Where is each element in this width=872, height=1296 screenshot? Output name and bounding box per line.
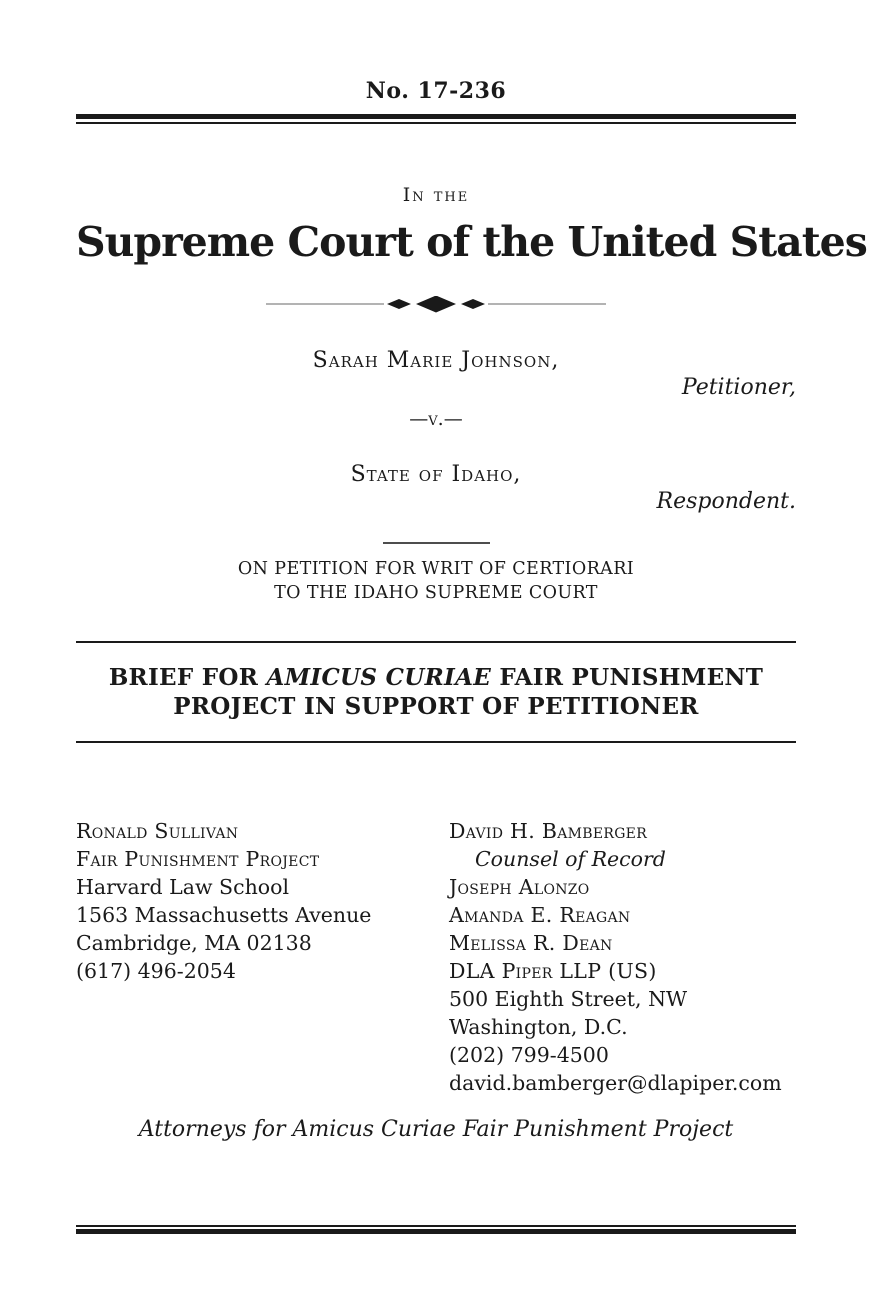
- diamond-icon: [387, 299, 411, 309]
- counsel-line: 500 Eighth Street, NW: [449, 987, 688, 1011]
- bottom-double-rule: [76, 1225, 796, 1234]
- counsel-line: Fair Punishment Project: [76, 847, 320, 871]
- petition-line-2: TO THE IDAHO SUPREME COURT: [274, 583, 598, 603]
- brief-title-line-2: PROJECT IN SUPPORT OF PETITIONER: [173, 693, 699, 720]
- bottom-rule-thick: [76, 1229, 796, 1234]
- bottom-rule-thin: [76, 1225, 796, 1227]
- petitioner-label: Petitioner,: [681, 375, 796, 400]
- petition-line-1: ON PETITION FOR WRIT OF CERTIORARI: [237, 559, 635, 579]
- diamond-icon: [461, 299, 485, 309]
- brief-title-rule-bottom: [76, 741, 796, 743]
- counsel-line: Cambridge, MA 02138: [76, 931, 312, 955]
- counsel-email: david.bamberger@dlapiper.com: [449, 1071, 782, 1095]
- counsel-line: Ronald Sullivan: [76, 819, 239, 843]
- in-the-label: In the: [402, 184, 470, 206]
- versus-separator: —v.—: [409, 408, 463, 430]
- counsel-line: Joseph Alonzo: [449, 875, 590, 899]
- respondent-name: State of Idaho,: [350, 462, 522, 487]
- top-rule-thin: [76, 122, 796, 124]
- counsel-line: Harvard Law School: [76, 875, 290, 899]
- docket-number: No. 17-236: [365, 78, 507, 104]
- top-rule-thick: [76, 114, 796, 119]
- diamond-icon: [416, 296, 456, 313]
- top-double-rule: [76, 114, 796, 124]
- attorneys-footer: Attorneys for Amicus Curiae Fair Punishment Project: [138, 1117, 734, 1142]
- brief-title-rule-top: [76, 641, 796, 643]
- counsel-line: Amanda E. Reagan: [449, 903, 631, 927]
- petition-statement: [76, 557, 796, 605]
- petitioner-name: Sarah Marie Johnson,: [312, 348, 560, 373]
- counsel-block: [76, 817, 796, 1097]
- counsel-left-column: [76, 817, 449, 985]
- brief-title: [109, 663, 763, 721]
- counsel-of-record-line: Counsel of Record: [475, 847, 666, 871]
- counsel-line: Washington, D.C.: [449, 1015, 628, 1039]
- counsel-line: David H. Bamberger: [449, 819, 648, 843]
- counsel-line: Melissa R. Dean: [449, 931, 613, 955]
- counsel-line: 1563 Massachusetts Avenue: [76, 903, 372, 927]
- respondent-label: Respondent.: [656, 489, 796, 514]
- divider-line-right: [488, 303, 606, 305]
- counsel-line: (617) 496-2054: [76, 959, 236, 983]
- caption-rule: [383, 542, 490, 544]
- counsel-line: (202) 799-4500: [449, 1043, 609, 1067]
- divider-line-left: [266, 303, 384, 305]
- court-title: Supreme Court of the United States: [76, 218, 867, 266]
- diamond-divider: [76, 296, 796, 312]
- counsel-right-column: [449, 817, 796, 1097]
- counsel-line: DLA Piper LLP (US): [449, 959, 657, 983]
- brief-title-line-1: BRIEF FOR AMICUS CURIAE FAIR PUNISHMENT: [108, 664, 764, 691]
